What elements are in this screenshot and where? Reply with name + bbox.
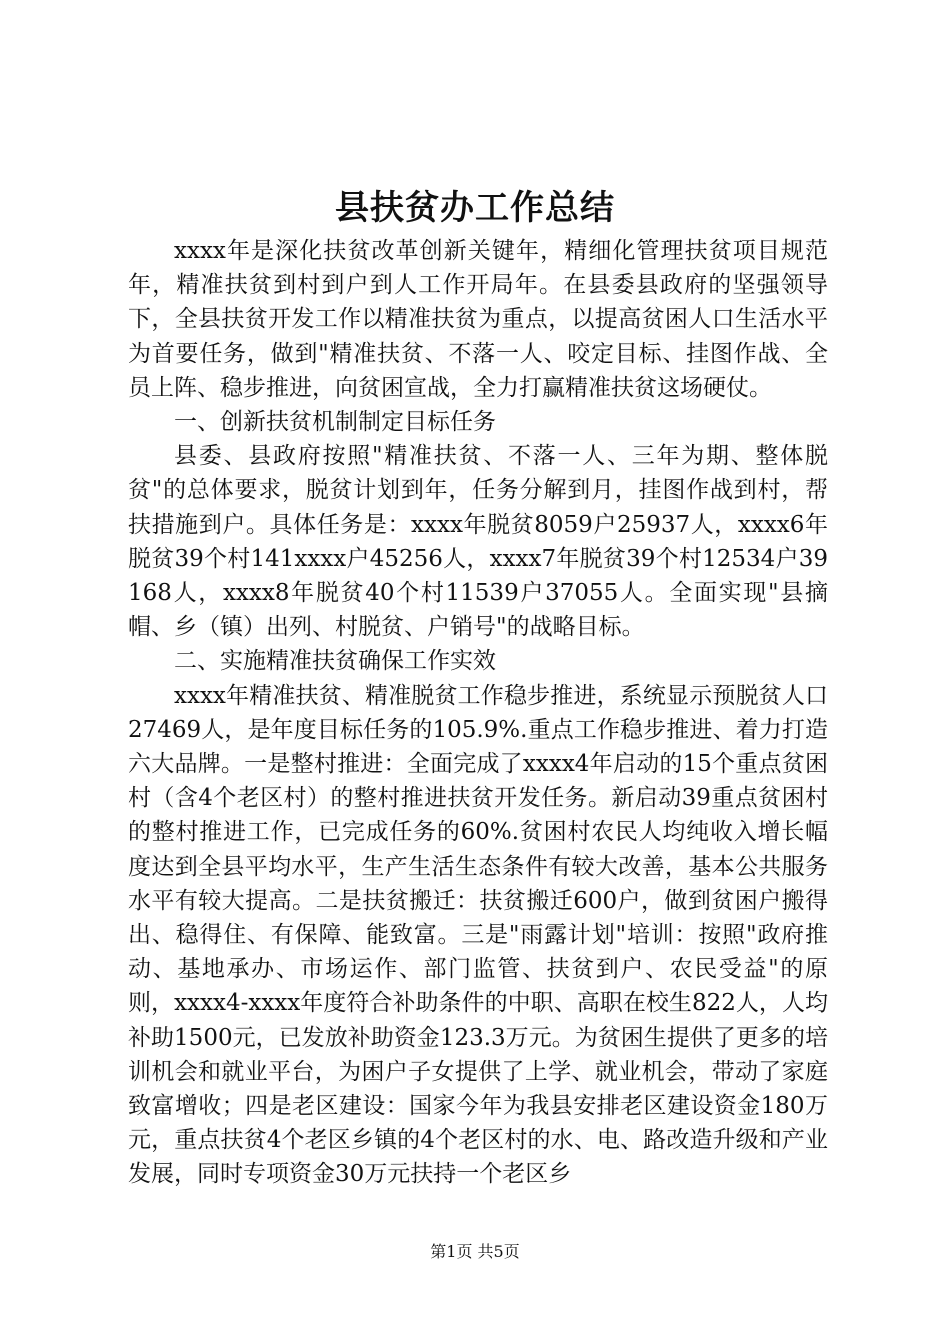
page-footer: 第1页 共5页 <box>430 1242 520 1261</box>
paragraph-targets: 县委、县政府按照"精准扶贫、不落一人、三年为期、整体脱贫"的总体要求，脱贫计划到年，任务分解到月，挂图作战到村，帮扶措施到户。具体任务是：xxxx年脱贫8059户25937人，xxxx6年脱贫39个村141xxxx户45256人，xxxx7年脱贫39个村12534户39168人，xxxx8年脱贫40个村11539户37055人。全面实现"县摘帽、乡（镇）出列、村脱贫、户销号"的战略目标。 <box>128 443 828 641</box>
paragraph-intro: xxxx年是深化扶贫改革创新关键年，精细化管理扶贫项目规范年，精准扶贫到村到户到人工作开局年。在县委县政府的坚强领导下，全县扶贫开发工作以精准扶贫为重点，以提高贫困人口生活水平为首要任务，做到"精准扶贫、不落一人、咬定目标、挂图作战、全员上阵、稳步推进，向贫困宣战，全力打赢精准扶贫这场硬仗。 <box>128 238 828 401</box>
section-heading-1: 一、创新扶贫机制制定目标任务 <box>174 409 496 436</box>
document-body <box>128 234 828 1192</box>
document-title: 县扶贫办工作总结 <box>335 188 615 228</box>
section-heading-2: 二、实施精准扶贫确保工作实效 <box>174 648 496 675</box>
paragraph-implementation: xxxx年精准扶贫、精准脱贫工作稳步推进，系统显示预脱贫人口27469人，是年度目标任务的105.9%.重点工作稳步推进、着力打造六大品牌。一是整村推进：全面完成了xxxx4年启动的15个重点贫困村（含4个老区村）的整村推进扶贫开发任务。新启动39重点贫困村的整村推进工作，已完成任务的60%.贫困村农民人均纯收入增长幅度达到全县平均水平，生产生活生态条件有较大改善，基本公共服务水平有较大提高。二是扶贫搬迁：扶贫搬迁600户，做到贫困户搬得出、稳得住、有保障、能致富。三是"雨露计划"培训：按照"政府推动、基地承办、市场运作、部门监管、扶贫到户、农民受益"的原则，xxxx4-xxxx年度符合补助条件的中职、高职在校生822人，人均补助1500元，已发放补助资金123.3万元。为贫困生提供了更多的培训机会和就业平台，为困户子女提供了上学、就业机会，带动了家庭致富增收；四是老区建设：国家今年为我县安排老区建设资金180万元，重点扶贫4个老区乡镇的4个老区村的水、电、路改造升级和产业发展，同时专项资金30万元扶持一个老区乡 <box>128 682 828 1188</box>
